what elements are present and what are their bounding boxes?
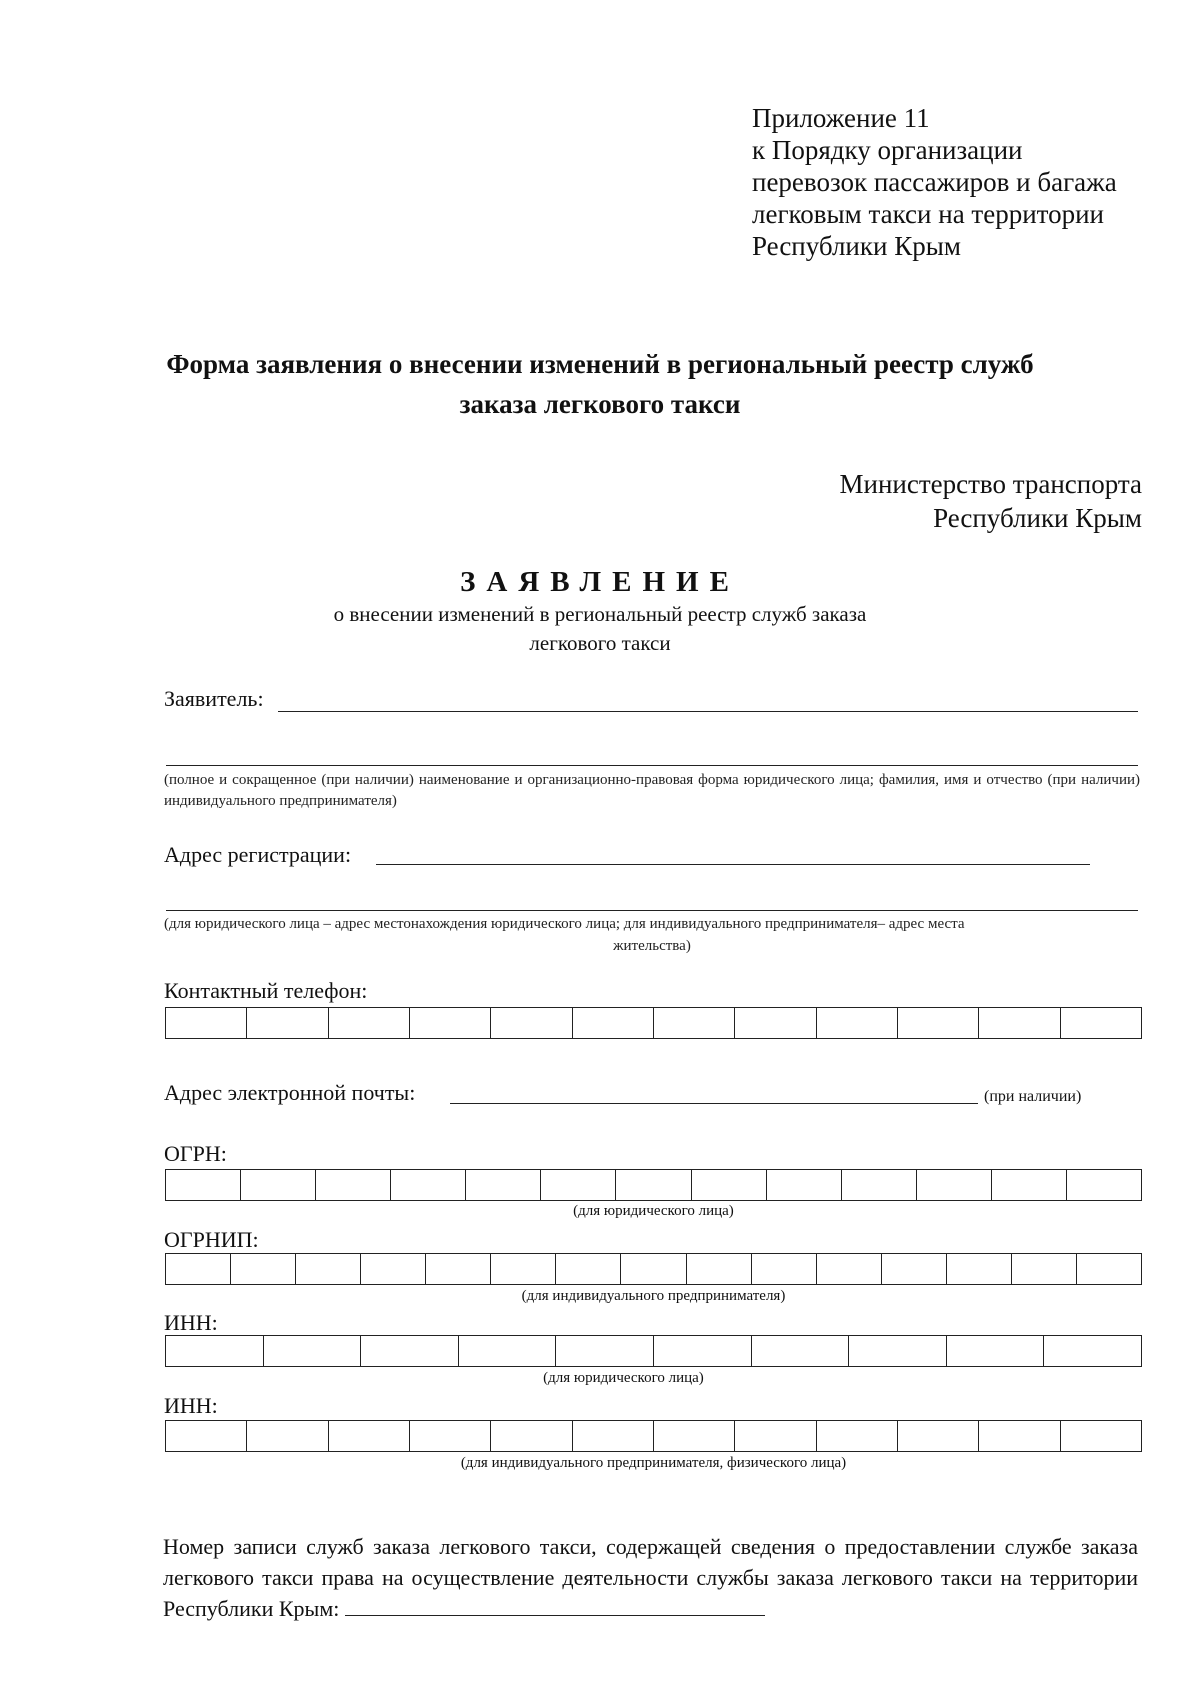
char-box[interactable] bbox=[264, 1336, 362, 1366]
char-box[interactable] bbox=[849, 1336, 947, 1366]
statement-title: ЗАЯВЛЕНИЕ bbox=[460, 566, 740, 598]
registration-address-hint-line2: жительства) bbox=[613, 938, 691, 954]
inn-individual-caption: (для индивидуального предпринимателя, физического лица) bbox=[460, 1455, 847, 1471]
char-box[interactable] bbox=[735, 1421, 816, 1451]
record-number-text: Номер записи служб заказа легкового такси, содержащей сведения о предоставлении службе заказа легкового такси права на осуществление деятельности службы заказа легкового такси на территории Республики Крым: bbox=[163, 1534, 1138, 1621]
statement-subtitle bbox=[150, 600, 1050, 658]
char-box[interactable] bbox=[621, 1254, 686, 1284]
registration-address-field[interactable] bbox=[376, 864, 1090, 865]
registration-address-hint-line1: (для юридического лица – адрес местонахождения юридического лица; для индивидуального предпринимателя– адрес места bbox=[164, 916, 965, 932]
char-box[interactable] bbox=[1044, 1336, 1141, 1366]
char-box[interactable] bbox=[491, 1421, 572, 1451]
char-box[interactable] bbox=[296, 1254, 361, 1284]
char-box[interactable] bbox=[166, 1170, 241, 1200]
record-number-field[interactable] bbox=[345, 1597, 765, 1616]
char-box[interactable] bbox=[573, 1008, 654, 1038]
applicant-label: Заявитель: bbox=[164, 686, 264, 711]
char-box[interactable] bbox=[573, 1421, 654, 1451]
char-box[interactable] bbox=[979, 1421, 1060, 1451]
email-field[interactable] bbox=[450, 1103, 978, 1104]
char-box[interactable] bbox=[752, 1254, 817, 1284]
char-box[interactable] bbox=[842, 1170, 917, 1200]
annex-line: Республики Крым bbox=[752, 231, 961, 261]
char-box[interactable] bbox=[361, 1336, 459, 1366]
char-box[interactable] bbox=[166, 1254, 231, 1284]
inn-legal-label: ИНН: bbox=[164, 1310, 218, 1335]
statement-subtitle-line1: о внесении изменений в региональный реестр служб заказа bbox=[333, 602, 867, 626]
form-title-line2: заказа легкового такси bbox=[459, 389, 741, 419]
char-box[interactable] bbox=[817, 1254, 882, 1284]
char-box[interactable] bbox=[692, 1170, 767, 1200]
char-box[interactable] bbox=[616, 1170, 691, 1200]
addressee-line1: Министерство транспорта bbox=[839, 469, 1142, 499]
char-box[interactable] bbox=[166, 1008, 247, 1038]
email-label: Адрес электронной почты: bbox=[164, 1080, 416, 1105]
form-title-line1: Форма заявления о внесении изменений в региональный реестр служб bbox=[166, 349, 1034, 379]
char-box[interactable] bbox=[491, 1008, 572, 1038]
applicant-field-continued[interactable] bbox=[166, 765, 1138, 766]
char-box[interactable] bbox=[329, 1421, 410, 1451]
char-box[interactable] bbox=[231, 1254, 296, 1284]
char-box[interactable] bbox=[459, 1336, 557, 1366]
annex-line: Приложение 11 bbox=[752, 103, 930, 133]
char-box[interactable] bbox=[752, 1336, 850, 1366]
char-box[interactable] bbox=[1012, 1254, 1077, 1284]
inn-legal-caption: (для юридического лица) bbox=[543, 1370, 704, 1386]
email-note: (при наличии) bbox=[984, 1088, 1082, 1105]
char-box[interactable] bbox=[247, 1421, 328, 1451]
char-box[interactable] bbox=[687, 1254, 752, 1284]
ogrn-label: ОГРН: bbox=[164, 1141, 227, 1166]
char-box[interactable] bbox=[1061, 1421, 1141, 1451]
char-box[interactable] bbox=[947, 1336, 1045, 1366]
inn-individual-input-grid[interactable] bbox=[165, 1420, 1142, 1452]
annex-line: к Порядку организации bbox=[752, 135, 1023, 165]
char-box[interactable] bbox=[410, 1008, 491, 1038]
char-box[interactable] bbox=[241, 1170, 316, 1200]
char-box[interactable] bbox=[391, 1170, 466, 1200]
char-box[interactable] bbox=[654, 1421, 735, 1451]
char-box[interactable] bbox=[898, 1421, 979, 1451]
registration-address-label: Адрес регистрации: bbox=[164, 842, 352, 867]
char-box[interactable] bbox=[898, 1008, 979, 1038]
char-box[interactable] bbox=[992, 1170, 1067, 1200]
char-box[interactable] bbox=[817, 1421, 898, 1451]
inn-individual-label: ИНН: bbox=[164, 1393, 218, 1418]
char-box[interactable] bbox=[166, 1421, 247, 1451]
phone-input-grid[interactable] bbox=[165, 1007, 1142, 1039]
char-box[interactable] bbox=[329, 1008, 410, 1038]
statement-subtitle-line2: легкового такси bbox=[529, 631, 671, 655]
ogrn-caption: (для юридического лица) bbox=[573, 1203, 734, 1219]
inn-legal-input-grid[interactable] bbox=[165, 1335, 1142, 1367]
char-box[interactable] bbox=[917, 1170, 992, 1200]
char-box[interactable] bbox=[1067, 1170, 1141, 1200]
char-box[interactable] bbox=[654, 1008, 735, 1038]
ogrnip-caption: (для индивидуального предпринимателя) bbox=[521, 1288, 786, 1304]
registration-address-field-continued[interactable] bbox=[166, 910, 1138, 911]
char-box[interactable] bbox=[654, 1336, 752, 1366]
char-box[interactable] bbox=[466, 1170, 541, 1200]
char-box[interactable] bbox=[491, 1254, 556, 1284]
phone-label: Контактный телефон: bbox=[164, 978, 368, 1003]
ogrnip-label: ОГРНИП: bbox=[164, 1227, 259, 1252]
char-box[interactable] bbox=[735, 1008, 816, 1038]
char-box[interactable] bbox=[247, 1008, 328, 1038]
ogrnip-input-grid[interactable] bbox=[165, 1253, 1142, 1285]
char-box[interactable] bbox=[316, 1170, 391, 1200]
record-number-paragraph bbox=[163, 1531, 1138, 1624]
char-box[interactable] bbox=[166, 1336, 264, 1366]
char-box[interactable] bbox=[1077, 1254, 1141, 1284]
char-box[interactable] bbox=[541, 1170, 616, 1200]
applicant-field[interactable] bbox=[278, 711, 1138, 712]
char-box[interactable] bbox=[556, 1254, 621, 1284]
annex-line: легковым такси на территории bbox=[752, 199, 1105, 229]
char-box[interactable] bbox=[426, 1254, 491, 1284]
char-box[interactable] bbox=[882, 1254, 947, 1284]
char-box[interactable] bbox=[556, 1336, 654, 1366]
char-box[interactable] bbox=[817, 1008, 898, 1038]
char-box[interactable] bbox=[361, 1254, 426, 1284]
char-box[interactable] bbox=[979, 1008, 1060, 1038]
addressee-line2: Республики Крым bbox=[933, 503, 1142, 533]
annex-header bbox=[752, 102, 1117, 262]
char-box[interactable] bbox=[1061, 1008, 1141, 1038]
char-box[interactable] bbox=[947, 1254, 1012, 1284]
applicant-hint: (полное и сокращенное (при наличии) наименование и организационно-правовая форма юридического лица; фамилия, имя и отчество (при наличии) индивидуального предпринимателя) bbox=[164, 772, 1140, 809]
addressee bbox=[840, 467, 1142, 535]
ogrn-input-grid[interactable] bbox=[165, 1169, 1142, 1201]
char-box[interactable] bbox=[410, 1421, 491, 1451]
annex-line: перевозок пассажиров и багажа bbox=[752, 167, 1117, 197]
char-box[interactable] bbox=[767, 1170, 842, 1200]
